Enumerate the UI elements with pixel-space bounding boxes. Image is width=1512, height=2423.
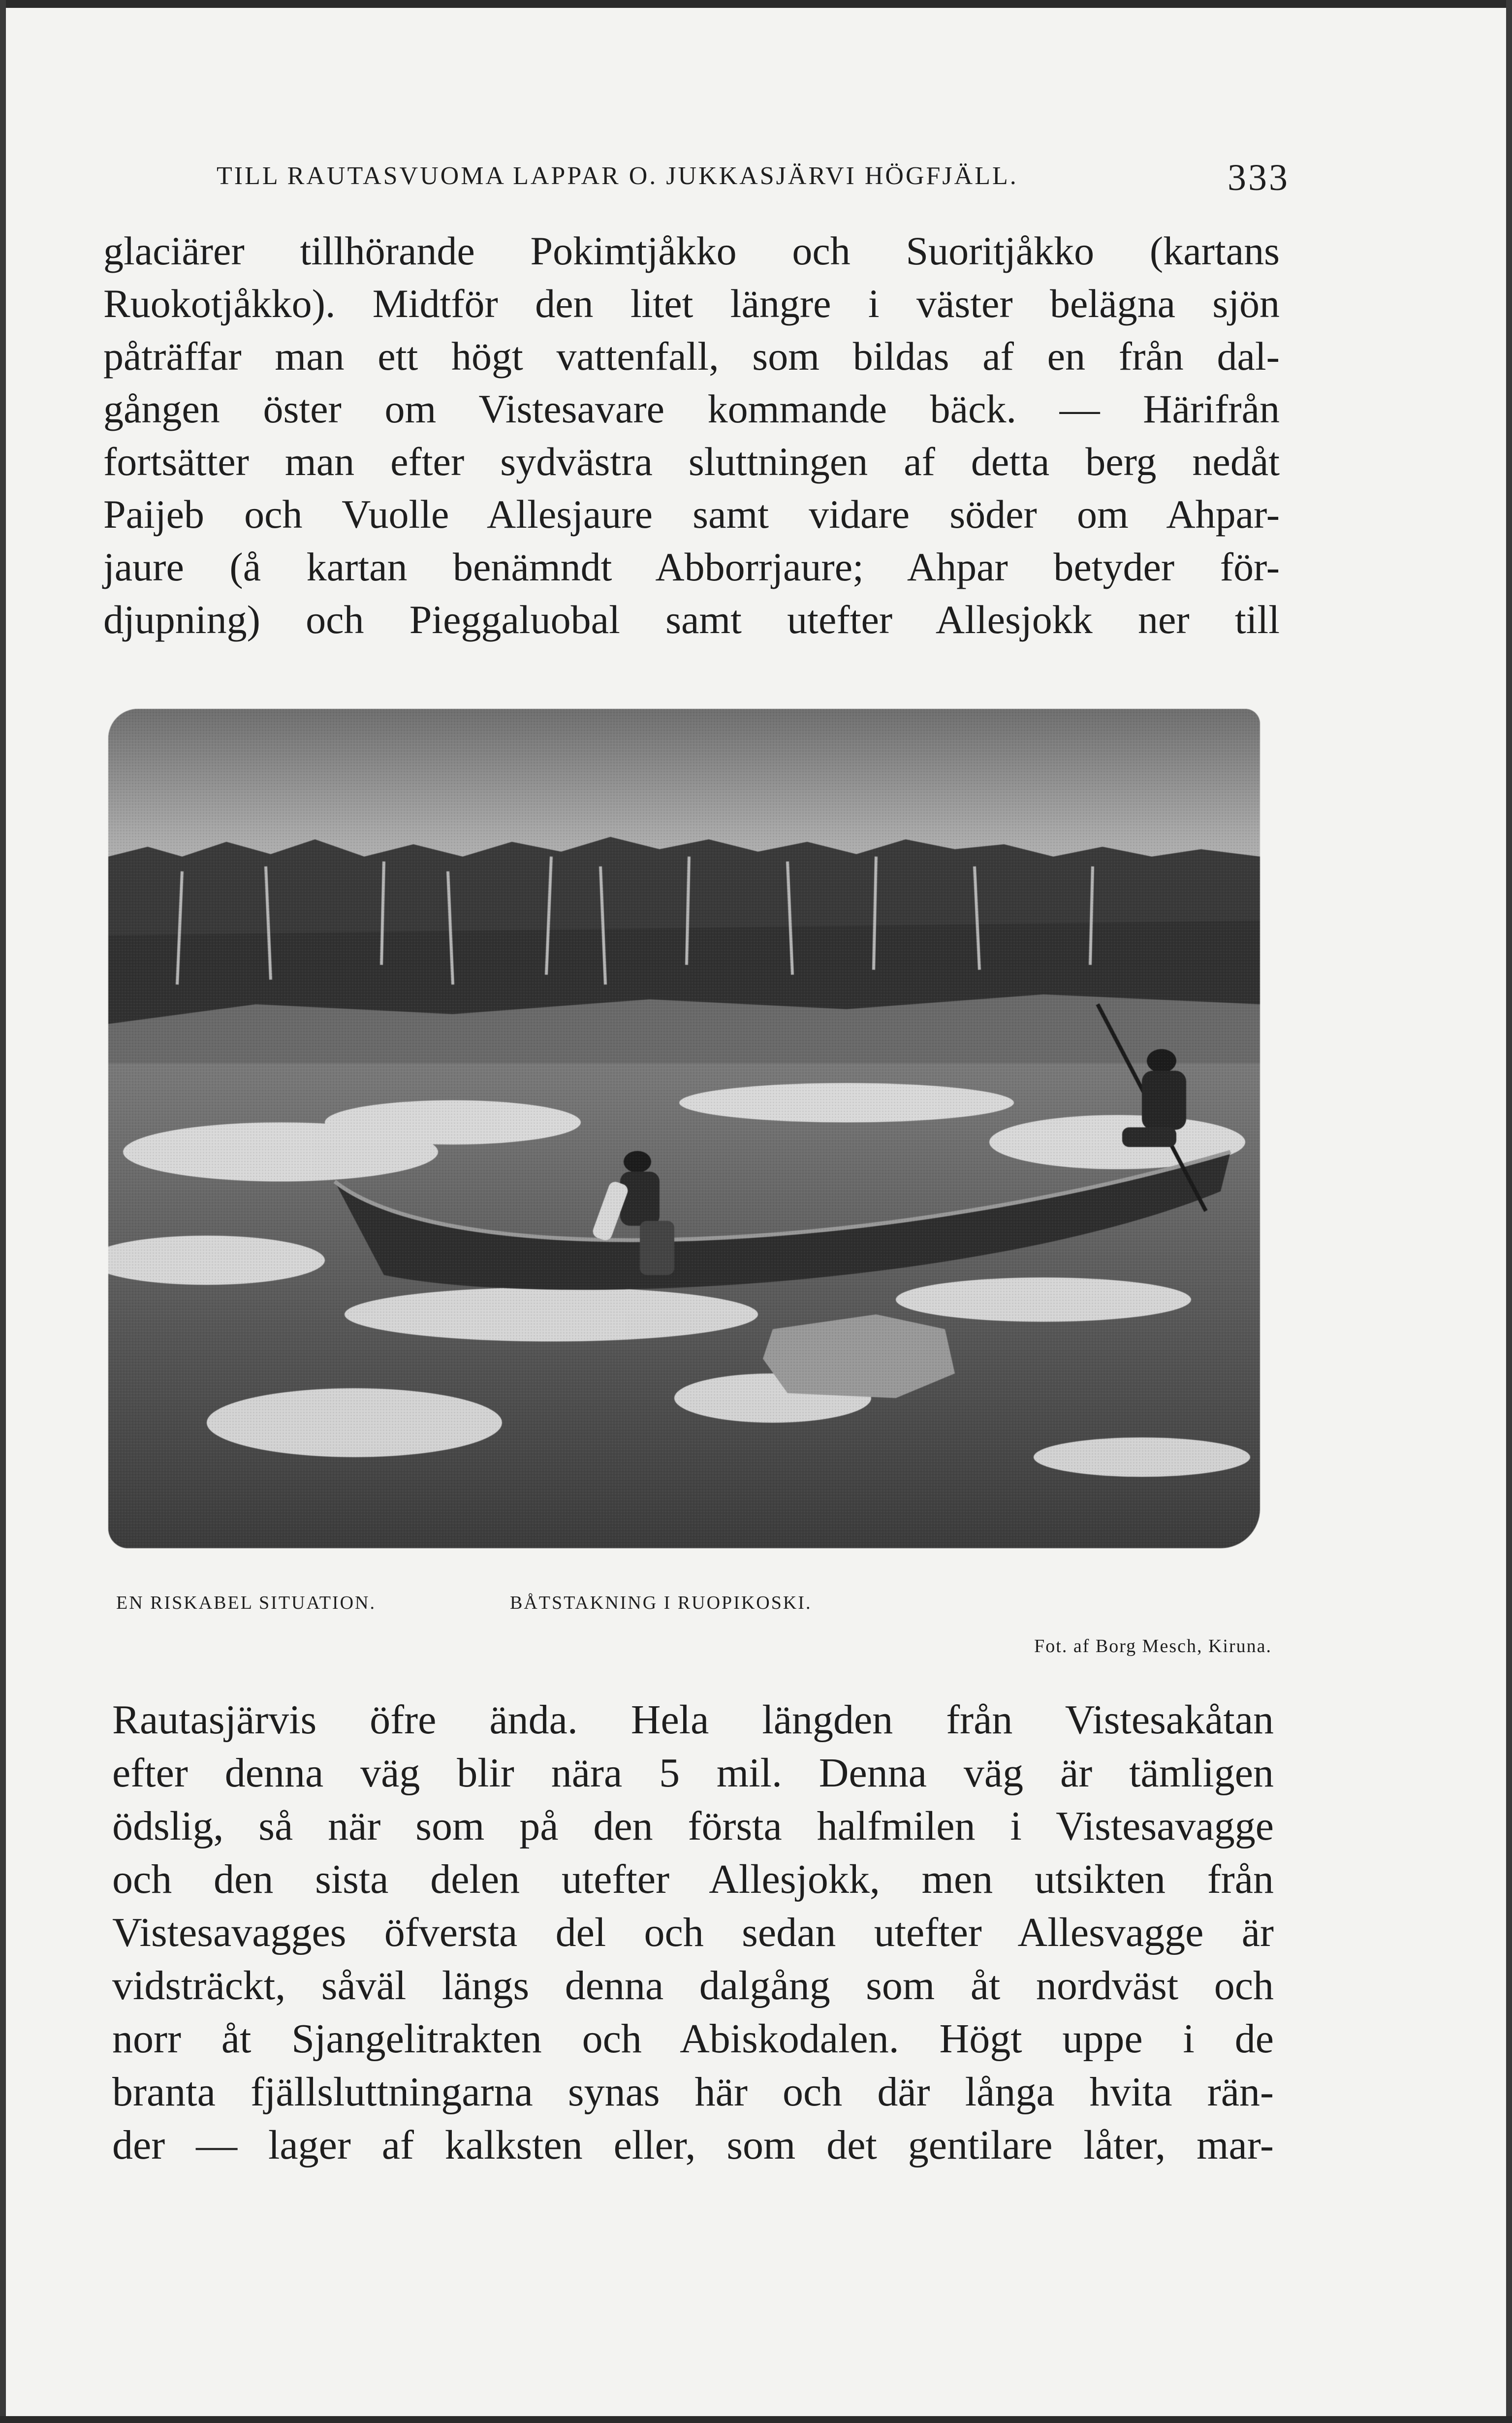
text-line: gången öster om Vistesavare kommande bäck. — Härifrån — [103, 386, 1280, 431]
text-line: djupning) och Pieggaluobal samt utefter Allesjokk ner till — [103, 597, 1280, 642]
page-number: 333 — [1228, 157, 1290, 198]
photo-credit: Fot. af Borg Mesch, Kiruna. — [1034, 1636, 1272, 1657]
scan-edge-right — [1506, 0, 1512, 2423]
scan-edge-bottom — [0, 2416, 1512, 2423]
text-line: fortsätter man efter sydvästra sluttningen af detta berg nedåt — [103, 439, 1280, 484]
text-line: Vistesavagges öfversta del och sedan utefter Allesvagge är — [112, 1910, 1274, 1955]
figure-caption — [116, 1592, 1278, 1622]
text-line: Rautasjärvis öfre ända. Hela längden från Vistesakåtan — [112, 1697, 1274, 1743]
text-line: branta fjällsluttningarna synas här och där långa hvita rän- — [112, 2069, 1274, 2115]
text-line: glaciärer tillhörande Pokimtjåkko och Suoritjåkko (kartans — [103, 228, 1280, 273]
text-line: ödslig, så när som på den första halfmilen i Vistesavagge — [112, 1803, 1274, 1849]
top-paragraph — [103, 224, 1280, 646]
scan-edge-top — [0, 0, 1512, 8]
text-line: der — lager af kalksten eller, som det gentilare låter, mar- — [112, 2122, 1274, 2168]
text-line: och den sista delen utefter Allesjokk, men utsikten från — [112, 1856, 1274, 1902]
text-line: norr åt Sjangelitrakten och Abiskodalen. Högt uppe i de — [112, 2016, 1274, 2062]
halftone-photograph — [108, 709, 1260, 1548]
text-line: Paijeb och Vuolle Allesjaure samt vidare söder om Ahpar- — [103, 492, 1280, 537]
text-line: påträffar man ett högt vattenfall, som bildas af en från dal- — [103, 334, 1280, 379]
rapids-boat-illustration — [108, 709, 1260, 1548]
caption-left: EN RISKABEL SITUATION. — [116, 1593, 376, 1613]
text-line: vidsträckt, såväl längs denna dalgång som åt nordväst och — [112, 1963, 1274, 2009]
text-line: jaure (å kartan benämndt Abborrjaure; Ahpar betyder för- — [103, 544, 1280, 589]
scan-edge-left — [0, 0, 6, 2423]
running-head — [217, 157, 1290, 201]
running-head-title: TILL RAUTASVUOMA LAPPAR O. JUKKASJÄRVI HÖGFJÄLL. — [217, 162, 1018, 190]
text-line: Ruokotjåkko). Midtför den litet längre i väster belägna sjön — [103, 281, 1280, 326]
text-line: efter denna väg blir nära 5 mil. Denna väg är tämligen — [112, 1750, 1274, 1796]
bottom-paragraph — [112, 1693, 1274, 2172]
caption-right: BÅTSTAKNING I RUOPIKOSKI. — [510, 1593, 812, 1613]
